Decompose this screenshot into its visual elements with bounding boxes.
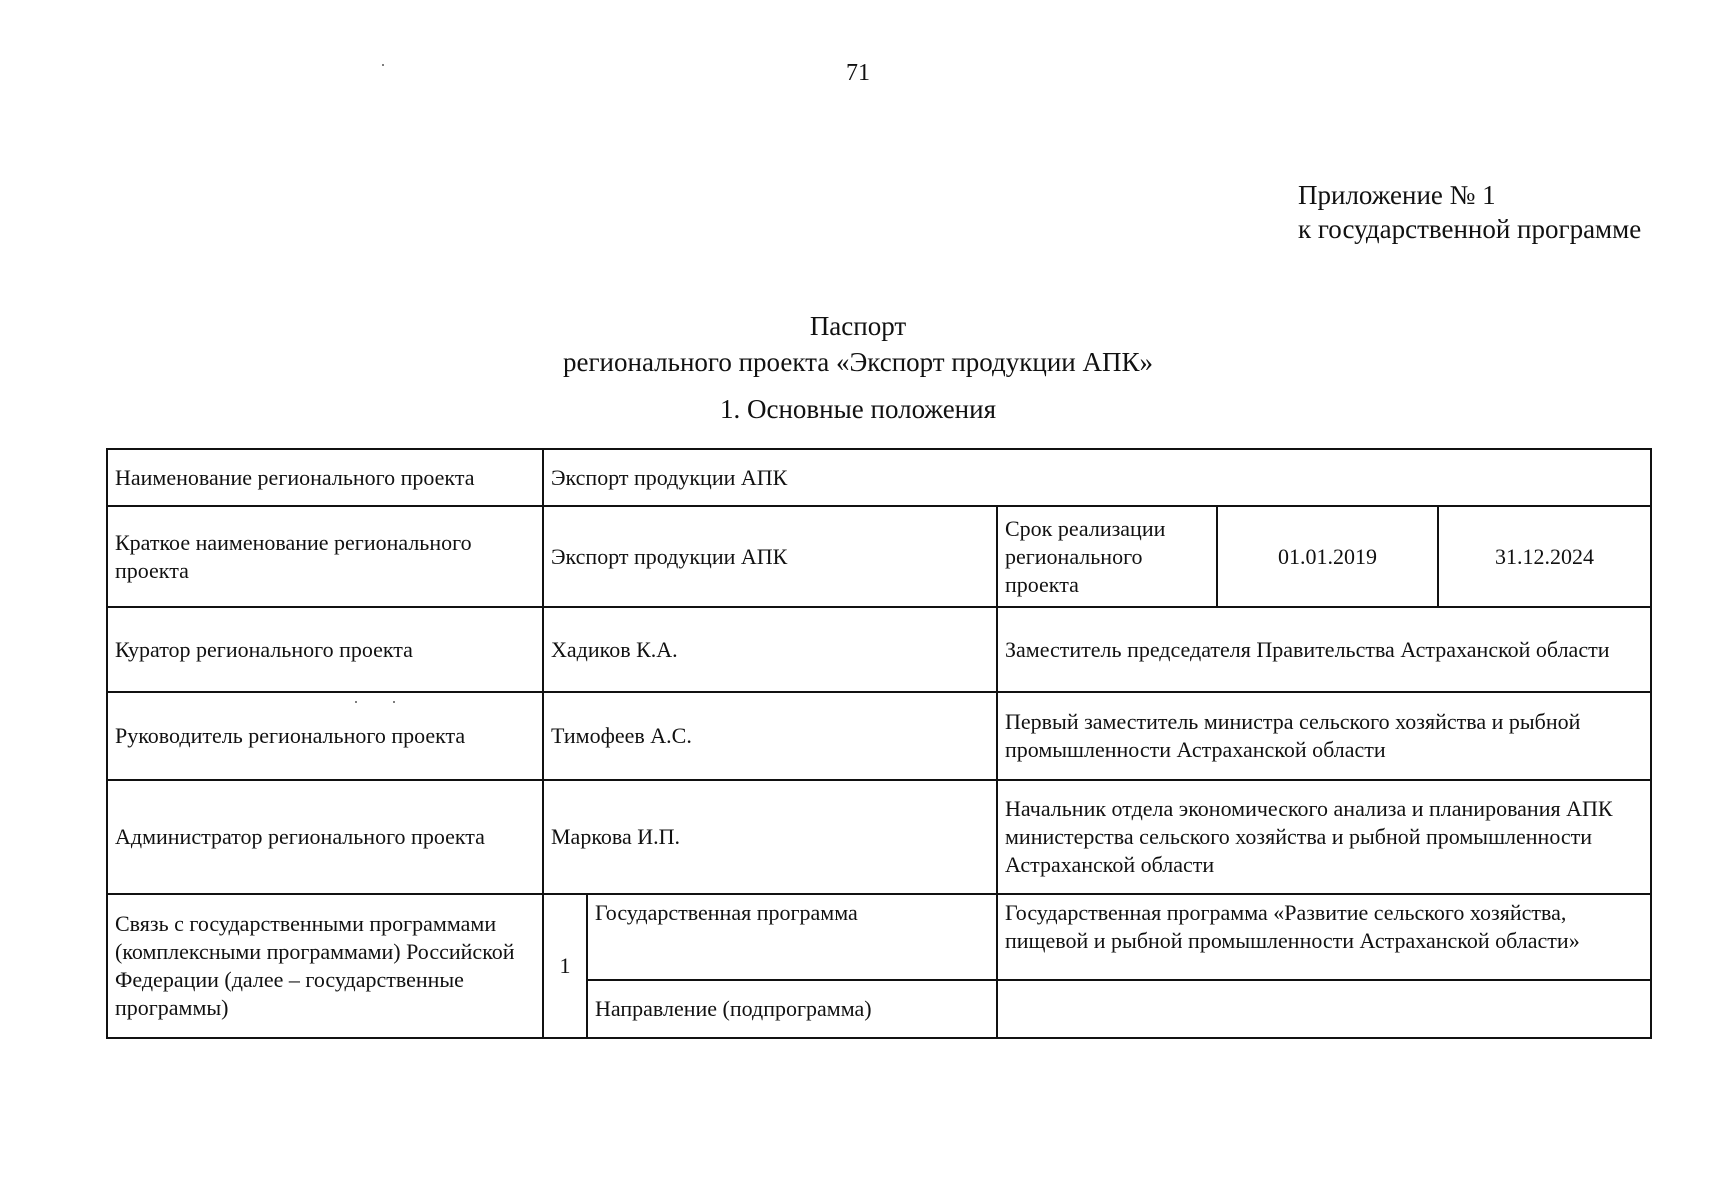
appendix-line-1: Приложение № 1 [1298,180,1496,210]
scan-speck [393,701,395,703]
admin-label: Администратор регионального проекта [107,780,543,894]
term-end-date: 31.12.2024 [1438,506,1651,607]
appendix-line-2: к государственной программе [1298,214,1642,244]
admin-name: Маркова И.П. [543,780,997,894]
program-link-label: Связь с государственными программами (комплексными программами) Российской Федерации (далее – государственные программы) [107,894,543,1038]
head-name: Тимофеев А.С. [543,692,997,780]
page-number: 71 [846,60,870,86]
passport-table [106,448,1652,1039]
subprogram-value [997,980,1651,1038]
table-row [107,780,1651,894]
curator-position: Заместитель председателя Правительства Астраханской области [997,607,1651,692]
short-name-label: Краткое наименование регионального проекта [107,506,543,607]
scan-speck [382,64,384,66]
appendix-note [1298,178,1641,246]
project-name-value: Экспорт продукции АПК [543,449,1651,506]
admin-position: Начальник отдела экономического анализа и планирования АПК министерства сельского хозяйства и рыбной промышленности Астраханской области [997,780,1651,894]
table-row [107,449,1651,506]
table-row [107,506,1651,607]
short-name-value: Экспорт продукции АПК [543,506,997,607]
gov-program-value: Государственная программа «Развитие сельского хозяйства, пищевой и рыбной промышленности Астраханской области» [997,894,1651,980]
subprogram-label: Направление (подпрограмма) [587,980,997,1038]
scan-speck [355,701,357,703]
table-row [107,692,1651,780]
title-line-1: Паспорт [809,311,907,341]
program-link-number: 1 [543,894,587,1038]
title-line-2: регионального проекта «Экспорт продукции АПК» [563,347,1153,377]
curator-name: Хадиков К.А. [543,607,997,692]
project-name-label: Наименование регионального проекта [107,449,543,506]
document-title [0,308,1716,380]
term-start-date: 01.01.2019 [1217,506,1438,607]
table-row [107,894,1651,980]
section-title: 1. Основные положения [720,394,996,424]
term-label: Срок реализации регионального проекта [997,506,1217,607]
head-label: Руководитель регионального проекта [107,692,543,780]
curator-label: Куратор регионального проекта [107,607,543,692]
gov-program-label: Государственная программа [587,894,997,980]
head-position: Первый заместитель министра сельского хозяйства и рыбной промышленности Астраханской области [997,692,1651,780]
table-row [107,607,1651,692]
